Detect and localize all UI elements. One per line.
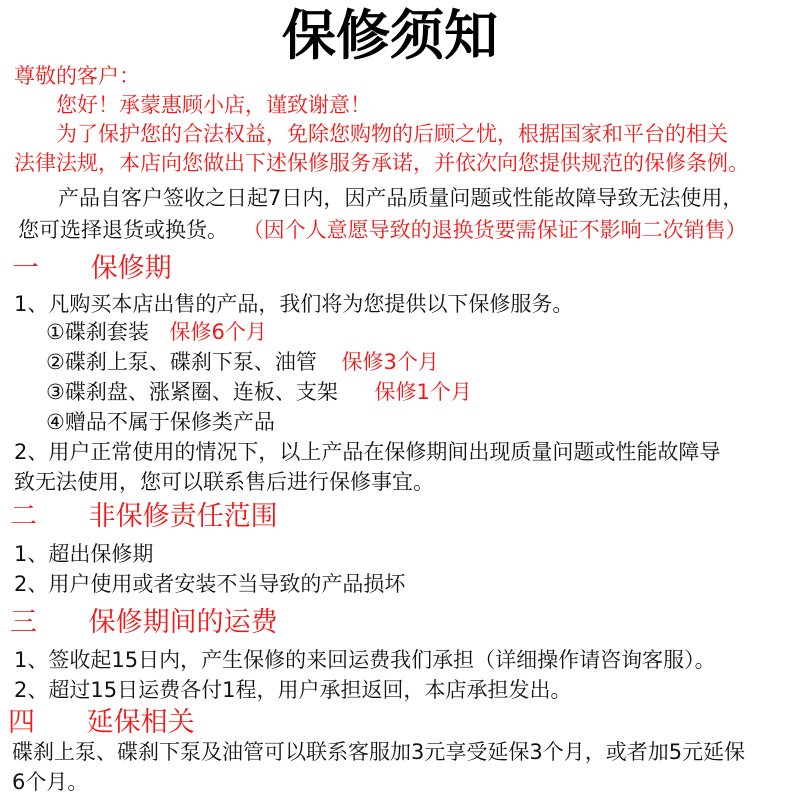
section-number: 四 <box>8 707 35 738</box>
section-number: 一 <box>12 253 39 284</box>
list-item: 1、超出保修期 <box>14 542 154 566</box>
section-title: 延保相关 <box>86 707 195 738</box>
intro-line-2: 法律法规，本店向您做出下述保修服务承诺，并依次向您提供规范的保修条例。 <box>14 151 749 175</box>
product-row <box>46 318 267 346</box>
section-title: 非保修责任范围 <box>88 501 278 532</box>
list-item: 2、用户使用或者安装不当导致的产品损坏 <box>14 572 406 596</box>
list-item: 6个月。 <box>12 770 89 794</box>
warranty-item-2b: 致无法使用，您可以联系售后进行保修事宜。 <box>14 470 434 494</box>
return-policy-line-1: 产品自客户签收之日起7日内，因产品质量问题或性能故障导致无法使用， <box>58 186 744 210</box>
intro-line-1: 为了保护您的合法权益，免除您购物的后顾之忧，根据国家和平台的相关 <box>56 122 728 146</box>
warranty-item-2a: 2、用户正常使用的情况下，以上产品在保修期间出现质量问题或性能故障导 <box>14 440 721 464</box>
product-name: ④赠品不属于保修类产品 <box>46 410 275 434</box>
return-policy-text: 您可选择退货或换货。 <box>18 218 228 242</box>
salutation: 尊敬的客户： <box>14 64 140 88</box>
product-row <box>46 348 439 376</box>
product-row <box>46 408 275 436</box>
return-policy-note: （因个人意愿导致的退换货要需保证不影响二次销售） <box>242 218 747 242</box>
list-item: 碟刹上泵、碟刹下泵及油管可以联系客服加3元享受延保3个月，或者加5元延保 <box>12 740 746 764</box>
warranty-period: 保修6个月 <box>169 320 267 344</box>
section-title: 保修期间的运费 <box>88 607 278 638</box>
product-name: ③碟刹盘、涨紧圈、连板、支架 <box>46 380 338 404</box>
warranty-item-1: 1、凡购买本店出售的产品，我们将为您提供以下保修服务。 <box>14 292 574 316</box>
product-name: ①碟刹套装 <box>46 320 149 344</box>
list-item: 1、签收起15日内，产生保修的来回运费我们承担（详细操作请咨询客服）。 <box>14 648 716 672</box>
section-title: 保修期 <box>90 253 172 284</box>
section-number: 三 <box>10 607 37 638</box>
warranty-period: 保修3个月 <box>341 350 439 374</box>
hello-line: 您好！承蒙惠顾小店，谨致谢意！ <box>56 93 371 117</box>
section-1-heading <box>12 252 172 286</box>
section-2-heading <box>10 500 278 534</box>
section-number: 二 <box>10 501 37 532</box>
warranty-period: 保修1个月 <box>374 380 472 404</box>
section-3-heading <box>10 606 278 640</box>
page-title: 保修须知 <box>282 4 498 67</box>
list-item: 2、超过15日运费各付1程，用户承担返回，本店承担发出。 <box>14 678 572 702</box>
section-4-heading <box>8 706 195 740</box>
return-policy-line-2 <box>18 216 747 244</box>
product-row <box>46 378 472 406</box>
product-name: ②碟刹上泵、碟刹下泵、油管 <box>46 350 317 374</box>
